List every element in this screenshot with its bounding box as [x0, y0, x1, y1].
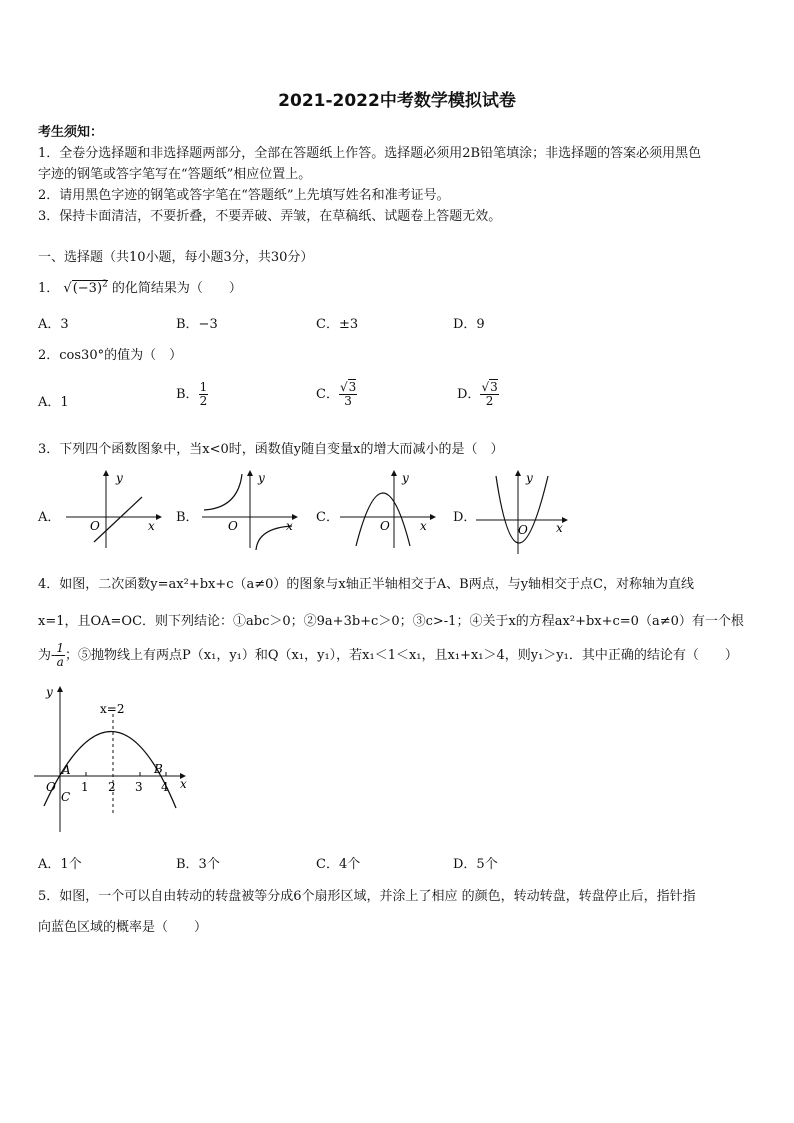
q3-option-c-label[interactable]: C．	[316, 510, 339, 525]
q4-parabola-graph	[34, 684, 194, 839]
q1-text: 的化简结果为（ ）	[111, 281, 242, 296]
q3-option-d-label[interactable]: D．	[453, 510, 477, 525]
q2-option-b[interactable]: B． $\frac{1}{2}$	[176, 380, 208, 409]
svg-text:O: O	[90, 519, 100, 533]
q2-option-c[interactable]: C． $\frac{√3}{3}$	[316, 380, 357, 409]
svg-text:O: O	[380, 519, 390, 533]
svg-text:y: y	[116, 471, 123, 485]
question-4-line-3: 为- $\frac{1}{a}$ ；⑤抛物线上有两点P（x₁，y₁）和Q（x₁，y₁），若x₁＜1＜x₁，且x₁+x₁＞4，则y₁＞y₁．其中正确的结论有（ ）	[38, 641, 738, 670]
svg-text:x: x	[286, 519, 293, 533]
question-2: 2．cos30°的值为（ ）	[38, 348, 183, 363]
question-5-line-2: 向蓝色区域的概率是（ ）	[38, 920, 208, 935]
svg-text:x: x	[180, 777, 187, 791]
q1-number: 1．	[38, 281, 60, 296]
svg-text:O: O	[46, 780, 56, 794]
svg-text:y: y	[46, 685, 53, 699]
svg-text:B: B	[154, 762, 163, 776]
question-4-line-2: x=1，且OA=OC．则下列结论：①abc＞0；②9a+3b+c＞0；③c>-1；④关于x的方程ax²+bx+c=0（a≠0）有一个根	[38, 614, 744, 629]
svg-text:x: x	[148, 519, 155, 533]
svg-text:y: y	[526, 471, 533, 485]
svg-text:3: 3	[135, 780, 143, 794]
q3-graph-b	[200, 470, 300, 550]
q4-option-d[interactable]: D．5个	[453, 857, 498, 872]
notice-heading: 考生须知：	[38, 125, 104, 140]
svg-text:x: x	[556, 521, 563, 535]
q2-option-a[interactable]: A．1	[38, 395, 69, 410]
q3-graph-c	[338, 470, 438, 550]
svg-text:O: O	[518, 523, 528, 537]
q1-option-d[interactable]: D．9	[453, 317, 485, 332]
q1-option-a[interactable]: A．3	[38, 317, 69, 332]
question-5-line-1: 5．如图，一个可以自由转动的转盘被等分成6个扇形区域，并涂上了相应 的颜色，转动转盘，转盘停止后，指针指	[38, 889, 696, 904]
svg-text:2: 2	[108, 780, 116, 794]
q3-option-a-label[interactable]: A．	[38, 510, 61, 525]
svg-text:A: A	[62, 763, 71, 777]
q3-graph-d	[474, 470, 574, 555]
question-1	[38, 277, 242, 296]
q1-option-b[interactable]: B．−3	[176, 317, 218, 332]
q3-option-b-label[interactable]: B．	[176, 510, 199, 525]
section-heading: 一、选择题（共10小题，每小题3分，共30分）	[38, 250, 314, 265]
q3-graph-a	[64, 470, 164, 550]
question-4-line-1: 4．如图，二次函数y=ax²+bx+c（a≠0）的图象与x轴正半轴相交于A、B两点，与y轴相交于点C，对称轴为直线	[38, 577, 694, 592]
question-3: 3．下列四个函数图象中，当x<0时，函数值y随自变量x的增大而减小的是（ ）	[38, 442, 504, 457]
notice-line-1b: 字迹的钢笔或答字笔写在“答题纸”相应位置上。	[38, 167, 312, 182]
q2-option-d[interactable]: D． $\frac{√3}{2}$	[457, 380, 498, 409]
svg-text:y: y	[402, 471, 409, 485]
page-title: 2021-2022中考数学模拟试卷	[278, 91, 516, 111]
svg-text:4: 4	[161, 780, 169, 794]
svg-text:1: 1	[81, 780, 89, 794]
sqrt-expression: $√(-3)^2$	[63, 279, 108, 296]
q4-option-c[interactable]: C．4个	[316, 857, 361, 872]
svg-text:x=2: x=2	[100, 702, 125, 716]
q4-option-a[interactable]: A．1个	[38, 857, 82, 872]
notice-line-1a: 1．全卷分选择题和非选择题两部分，全部在答题纸上作答。选择题必须用2B铅笔填涂；非选择题的答案必须用黑色	[38, 146, 702, 161]
q1-option-c[interactable]: C．±3	[316, 317, 359, 332]
svg-text:C: C	[61, 790, 71, 804]
svg-text:O: O	[228, 519, 238, 533]
svg-text:x: x	[420, 519, 427, 533]
svg-text:y: y	[258, 471, 265, 485]
notice-line-3: 3．保持卡面清洁，不要折叠，不要弄破、弄皱，在草稿纸、试题卷上答题无效。	[38, 209, 502, 224]
notice-line-2: 2．请用黑色字迹的钢笔或答字笔在“答题纸”上先填写姓名和准考证号。	[38, 188, 450, 203]
q4-option-b[interactable]: B．3个	[176, 857, 220, 872]
